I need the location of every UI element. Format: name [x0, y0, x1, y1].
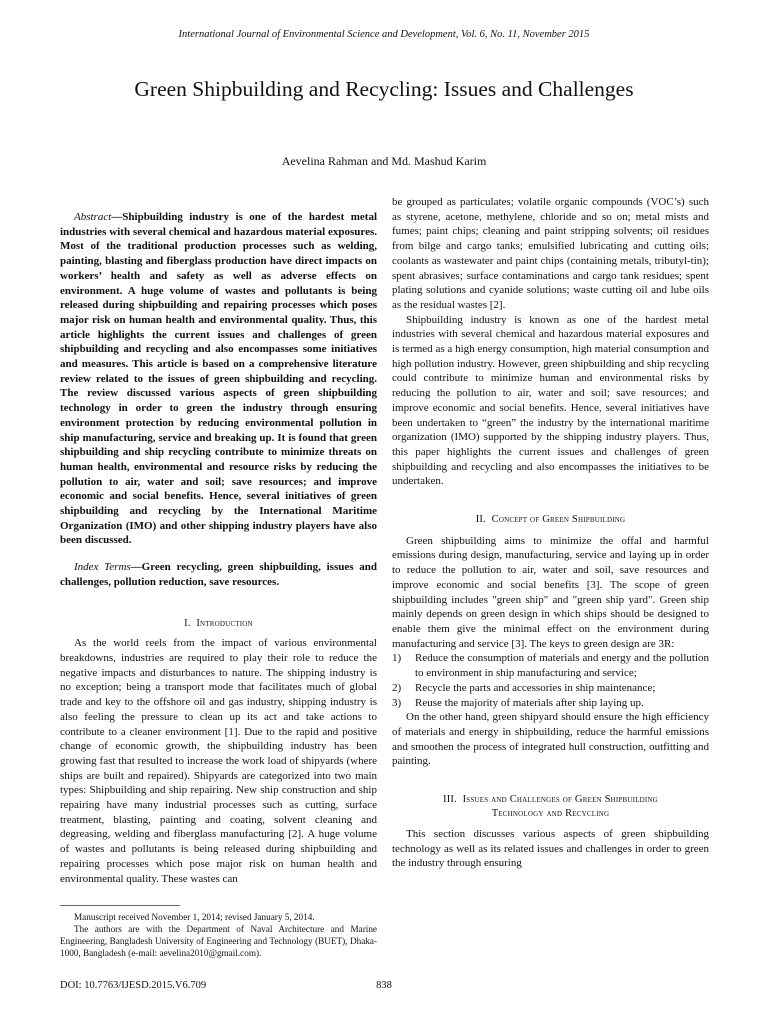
section-number: III.: [443, 794, 457, 806]
section-number: I.: [184, 617, 191, 629]
doi: DOI: 10.7763/IJESD.2015.V6.709: [60, 980, 207, 991]
list-item-text: Reduce the consumption of materials and energy and the pollution to environment in ship manufacturing and service;: [415, 652, 709, 680]
section-heading-introduction: [60, 617, 377, 632]
footnote-received: Manuscript received November 1, 2014; revised January 5, 2014.: [74, 912, 315, 922]
list-item-number: 2): [392, 681, 402, 694]
green-shipyard-paragraph: On the other hand, green shipyard should ensure the high efficiency of materials and energy in shipbuilding, reduce the harmful emissions and smoothen the process of integrated hull construction, outfitting and painting.: [392, 711, 709, 768]
list-item-number: 1): [392, 652, 402, 665]
footnote-affiliation: The authors are with the Department of Naval Architecture and Marine Engineering, Bangladesh University of Engineering and Technology (BUET), Dhaka-1000, Bangladesh (e-mail: aevelina2010@gmail.com).: [60, 924, 377, 958]
index-terms: [60, 560, 377, 589]
section-title: Concept of Green Shipbuilding: [491, 514, 626, 526]
introduction-continued-paragraph: be grouped as particulates; volatile organic compounds (VOC’s) such as styrene, acetone, methylene, chloride and so on; metal mists and fumes; paint chips; cleaning and paint stripping solvents; oil residues from bilge and cargo tanks; emulsified lubricating and cutting oils; coolants as wastewater and paint chips (containing metals, tributyl-tin); spent abrasives; surface contaminations and cargo tank residues; spent plating solutions and cyanide solutions; waste cutting oil and lube oils as the residual wastes [2].: [392, 196, 709, 311]
footnote: [60, 911, 377, 959]
paper-title: Green Shipbuilding and Recycling: Issues and Challenges: [134, 77, 634, 101]
issues-paragraph: This section discusses various aspects of green shipbuilding technology as well as its related issues and challenges in order to green the industry through ensuring: [392, 828, 709, 870]
section-heading-concept: [392, 513, 709, 528]
right-column: [392, 195, 709, 871]
journal-header: International Journal of Environmental Science and Development, Vol. 6, No. 11, November 2015: [178, 29, 590, 40]
list-item-number: 3): [392, 696, 402, 709]
section-title: Introduction: [196, 617, 253, 629]
list-item: [392, 681, 709, 696]
introduction-paragraph: As the world reels from the impact of various environmental breakdowns, industries are required to play their role to reduce the negative impacts and disturbances to nature. The shipping industry is no exception; being a transport mode that facilitates much of global trade and key to the offshore oil and gas industry, shipping industry is also feeling the pressure to clean up its act and take actions to contribute to a cleaner environment [1]. Due to the rapid and positive change of economic growth, the shipbuilding industry has been growing fast that resulted to increase the work load of shipyards (where ships are built and repaired). Shipyards are categorized into two main types: Shipbuilding and ship repairing. New ship construction and ship repairing have many industrial processes such as cutting, surface treatment, blasting, painting and coating, solvent cleaning and degreasing, welding and fiberglass manufacturing [2]. A huge volume of wastes and pollutants is being released during shipbuilding and repairing processes which pose major risk on human health and environmental quality. These wastes can: [60, 637, 377, 885]
index-terms-text: —Green recycling, green shipbuilding, issues and challenges, pollution reduction, save resources.: [60, 561, 377, 588]
left-column: [60, 210, 377, 886]
footnote-divider: [60, 905, 180, 906]
abstract-text: —Shipbuilding industry is one of the hardest metal industries with several chemical and hazardous material exposures. Most of the traditional production processes such as welding, painting, blasting and fiberglass production have direct impacts on workers’ health and safety as well as adverse effects on environment. A huge volume of wastes and pollutants is being released during shipbuilding and repairing processes which poses major risk on human health and environmental quality. Thus, this article highlights the current issues and challenges of green shipbuilding and recycling and also encompasses some initiatives and measures. This article is based on a comprehensive literature review related to the issues of green shipbuilding and recycling. The review discussed various aspects of green shipbuilding technology in order to green the industry through ensuring environment protection by reducing environmental pollution in ship manufacturing, service and breaking up. It is found that green shipbuilding and ship recycling contribute to minimize threats on human health, environmental and resource risks by reducing the pollution to air, water and soil; save resources; and improve economic and social benefits. Hence, several initiatives of green shipbuilding and recycling by the International Maritime Organization (IMO) and other shipping industry players have also been discussed.: [60, 211, 377, 547]
index-terms-lead: Index Terms: [74, 561, 131, 574]
introduction-summary-paragraph: Shipbuilding industry is known as one of the hardest metal industries with several chemical and hazardous material exposures and is termed as a high energy consumption, high material consumption and high pollution industry. However, green shipbuilding and ship recycling could contribute to minimize human and environmental risks by reducing the pollution to air, water and soil; save resources; and improve economic and social benefits. Hence, several initiatives have been undertaken to “green” the industry by the international maritime organization (IMO) supported by the shipping industry players. Thus, this paper highlights the current issues and challenges of green shipbuilding and recycling and also encompasses the initiatives to be undertaken.: [392, 313, 709, 488]
list-item: [392, 696, 709, 711]
list-item-text: Recycle the parts and accessories in ship maintenance;: [415, 681, 656, 694]
section-heading-issues: [392, 793, 709, 821]
list-item: [392, 651, 709, 680]
section-number: II.: [475, 514, 486, 526]
list-item-text: Reuse the majority of materials after ship laying up.: [415, 696, 644, 709]
paper-authors: Aevelina Rahman and Md. Mashud Karim: [281, 154, 487, 168]
concept-paragraph: Green shipbuilding aims to minimize the offal and harmful emissions during design, manufacturing, service and laying up in order to reduce the pollution to air, water and soil, save resources and improve economic and social benefits [3]. The scope of green shipbuilding includes "green ship" and "green ship yard". Green ship mainly depends on green design in which ships should be designed to enable them give the minimal effect on the environment during manufacturing and service [3]. The keys to green design are 3R:: [392, 534, 709, 650]
page-number: 838: [376, 980, 392, 991]
abstract: [60, 210, 377, 548]
section-title-line-2: Technology and Recycling: [491, 808, 610, 820]
section-title-line-1: Issues and Challenges of Green Shipbuilding: [462, 794, 658, 806]
abstract-lead: Abstract: [74, 211, 112, 223]
green-design-keys-list: [392, 651, 709, 710]
